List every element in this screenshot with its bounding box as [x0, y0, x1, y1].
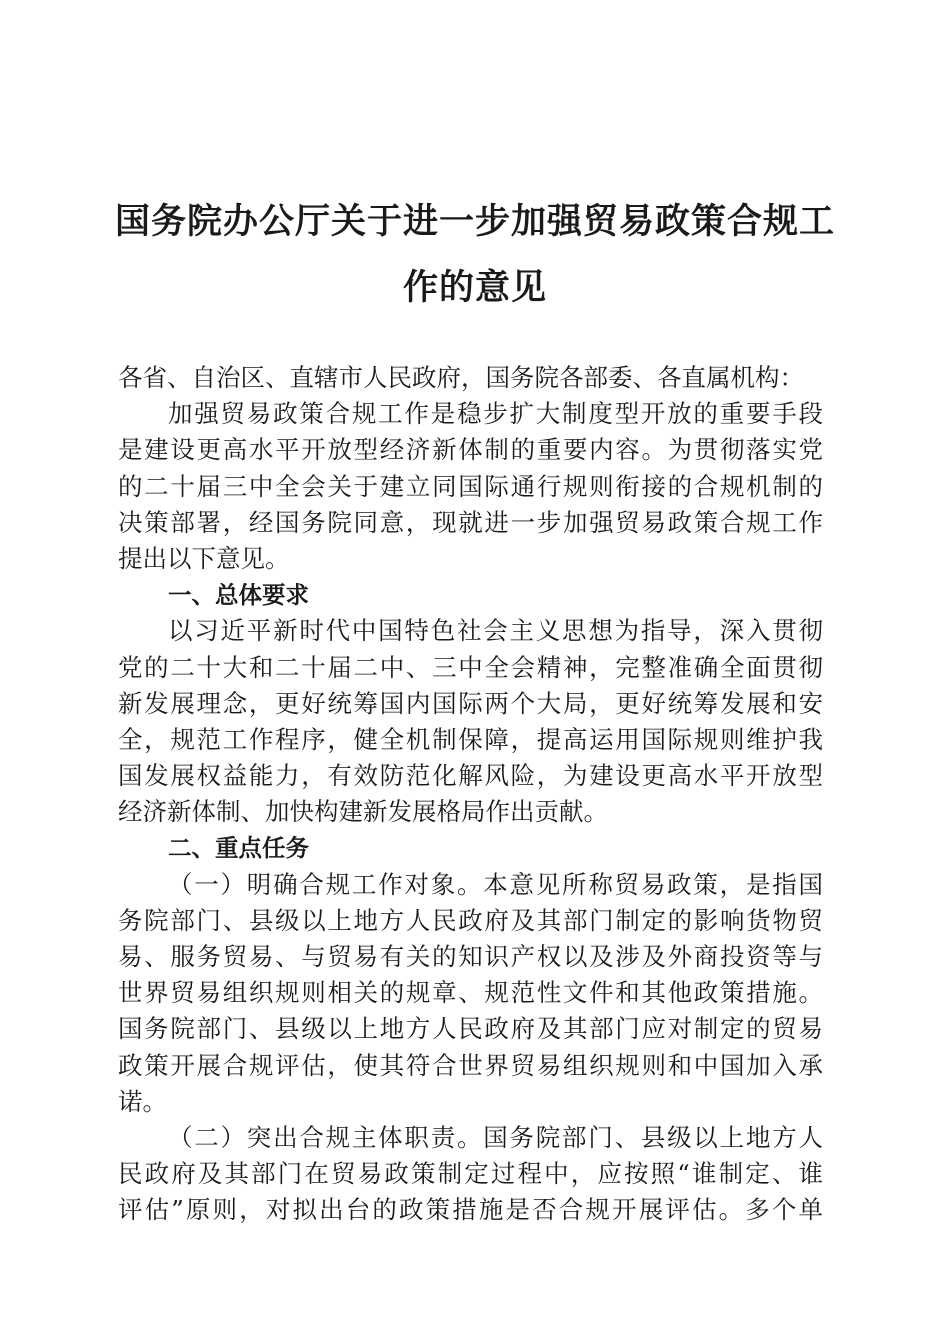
intro-line: 加强贸易政策合规工作是稳步扩大制度型开放的重要手段 [168, 399, 823, 429]
item1-line: 世界贸易组织规则相关的规章、规范性文件和其他政策措施。 [118, 978, 823, 1008]
document-title-line-2: 作的意见 [402, 267, 547, 308]
section1-line: 国发展权益能力，有效防范化解风险，为建设更高水平开放型 [118, 761, 823, 791]
section-heading-general-requirements: 一、总体要求 [168, 581, 309, 610]
item2-line: 民政府及其部门在贸易政策制定过程中，应按照“谁制定、谁 [118, 1159, 823, 1189]
document-title-line-1: 国务院办公厅关于进一步加强贸易政策合规工 [114, 201, 835, 242]
item2-line: 评估”原则，对拟出台的政策措施是否合规开展评估。多个单 [118, 1195, 823, 1225]
section1-line: 全，规范工作程序，健全机制保障，提高运用国际规则维护我 [118, 724, 823, 754]
intro-line: 的二十届三中全会关于建立同国际通行规则衔接的合规机制的 [118, 471, 823, 501]
document-body [118, 360, 823, 1229]
item1-line: 国务院部门、县级以上地方人民政府及其部门应对制定的贸易 [118, 1014, 823, 1044]
item1-line: 诺。 [118, 1086, 167, 1116]
item1-line: 易、服务贸易、与贸易有关的知识产权以及涉及外商投资等与 [118, 942, 823, 971]
item1-line: 务院部门、县级以上地方人民政府及其部门制定的影响货物贸 [118, 905, 823, 935]
section1-line: 以习近平新时代中国特色社会主义思想为指导，深入贯彻 [168, 616, 823, 646]
section1-line: 经济新体制、加快构建新发展格局作出贡献。 [118, 797, 608, 827]
item2-line: （二）突出合规主体职责。国务院部门、县级以上地方人 [168, 1122, 823, 1152]
item1-line: 政策开展合规评估，使其符合世界贸易组织规则和中国加入承 [118, 1050, 823, 1080]
intro-line: 提出以下意见。 [118, 543, 290, 573]
section1-line: 党的二十大和二十届二中、三中全会精神，完整准确全面贯彻 [118, 652, 823, 682]
section-heading-key-tasks: 二、重点任务 [168, 834, 309, 863]
section1-line: 新发展理念，更好统筹国内国际两个大局，更好统筹发展和安 [118, 688, 823, 718]
addressee: 各省、自治区、直辖市人民政府，国务院各部委、各直属机构： [118, 363, 804, 392]
item1-line: （一）明确合规工作对象。本意见所称贸易政策，是指国 [168, 869, 823, 899]
intro-line: 是建设更高水平开放型经济新体制的重要内容。为贯彻落实党 [118, 435, 823, 465]
intro-line: 决策部署，经国务院同意，现就进一步加强贸易政策合规工作 [118, 507, 823, 537]
